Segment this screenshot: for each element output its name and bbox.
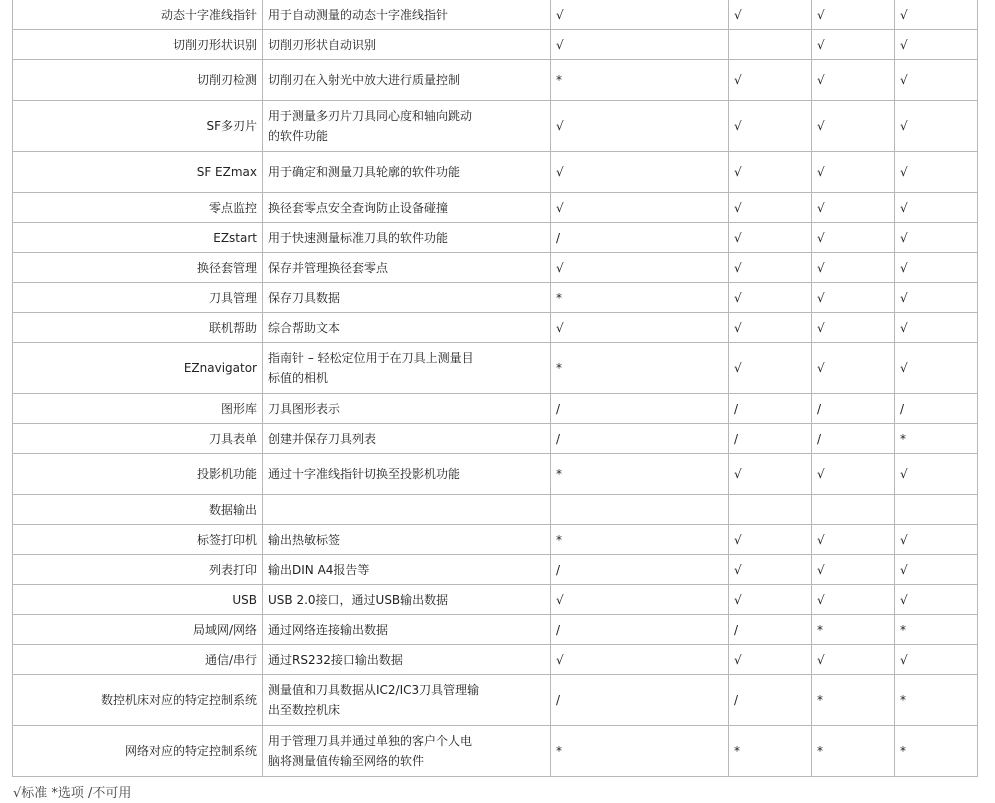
availability-mark-cell: √ [729, 193, 812, 223]
availability-mark-cell: * [895, 424, 978, 454]
table-row [13, 60, 978, 101]
feature-name-cell: 局域网/网络 [13, 615, 263, 645]
feature-name-cell: 动态十字准线指针 [13, 0, 263, 30]
feature-name-cell: 网络对应的特定控制系统 [13, 726, 263, 777]
table-row [13, 424, 978, 454]
table-row [13, 495, 978, 525]
feature-description-text: 用于管理刀具并通过单独的客户个人电脑将测量值传输至网络的软件 [268, 734, 473, 768]
availability-mark-cell: / [812, 424, 895, 454]
feature-name-cell: SF EZmax [13, 152, 263, 193]
feature-description-text: 测量值和刀具数据从IC2/IC3刀具管理输出至数控机床 [268, 683, 480, 717]
availability-mark-cell: √ [812, 645, 895, 675]
feature-description-cell [263, 675, 551, 726]
legend-text: √标准 *选项 /不可用 [13, 786, 132, 801]
feature-description-text: 创建并保存刀具列表 [268, 431, 377, 446]
availability-mark-cell: √ [895, 193, 978, 223]
availability-mark-cell: √ [551, 253, 729, 283]
availability-mark-cell: √ [895, 30, 978, 60]
availability-mark-cell: * [551, 454, 729, 495]
table-row [13, 645, 978, 675]
feature-description-cell [263, 726, 551, 777]
feature-description-text: 输出DIN A4报告等 [268, 562, 370, 577]
table-row [13, 283, 978, 313]
feature-description-cell [263, 60, 551, 101]
feature-description-cell [263, 495, 551, 525]
availability-mark-cell: / [551, 223, 729, 253]
table-row [13, 555, 978, 585]
availability-mark-cell: √ [812, 343, 895, 394]
feature-description-cell [263, 283, 551, 313]
availability-mark-cell: √ [895, 0, 978, 30]
feature-description-cell [263, 343, 551, 394]
availability-mark-cell: * [895, 675, 978, 726]
feature-name-cell: EZnavigator [13, 343, 263, 394]
table-row [13, 152, 978, 193]
availability-mark-cell: √ [812, 283, 895, 313]
availability-mark-cell: √ [812, 555, 895, 585]
availability-mark-cell: √ [895, 60, 978, 101]
availability-mark-cell: / [551, 615, 729, 645]
feature-name-cell: 数据输出 [13, 495, 263, 525]
availability-mark-cell: √ [812, 30, 895, 60]
feature-description-cell [263, 101, 551, 152]
availability-mark-cell: √ [812, 193, 895, 223]
feature-description-cell [263, 0, 551, 30]
availability-mark-cell [895, 495, 978, 525]
availability-mark-cell: √ [895, 223, 978, 253]
table-row [13, 726, 978, 777]
availability-mark-cell: √ [895, 313, 978, 343]
availability-mark-cell: √ [729, 555, 812, 585]
feature-description-text: 保存刀具数据 [268, 290, 341, 305]
availability-mark-cell: √ [551, 645, 729, 675]
availability-mark-cell: √ [895, 454, 978, 495]
feature-table [12, 0, 978, 777]
feature-name-cell: 图形库 [13, 394, 263, 424]
availability-mark-cell: / [895, 394, 978, 424]
availability-mark-cell: / [551, 394, 729, 424]
availability-mark-cell: √ [812, 223, 895, 253]
feature-description-cell [263, 454, 551, 495]
availability-mark-cell: √ [551, 0, 729, 30]
availability-mark-cell: √ [895, 101, 978, 152]
feature-description-cell [263, 193, 551, 223]
feature-description-text: 指南针 – 轻松定位用于在刀具上测量目标值的相机 [268, 351, 474, 385]
availability-mark-cell: / [551, 424, 729, 454]
availability-mark-cell: √ [812, 585, 895, 615]
availability-mark-cell: √ [812, 60, 895, 101]
feature-description-text: 刀具图形表示 [268, 401, 341, 416]
availability-mark-cell: √ [729, 152, 812, 193]
availability-mark-cell: √ [895, 343, 978, 394]
availability-mark-cell: √ [812, 525, 895, 555]
availability-mark-cell: √ [729, 60, 812, 101]
availability-mark-cell: √ [812, 0, 895, 30]
feature-description-cell [263, 424, 551, 454]
feature-description-text: 输出热敏标签 [268, 532, 341, 547]
availability-mark-cell: √ [729, 313, 812, 343]
feature-description-text: 通过十字准线指针切换至投影机功能 [268, 467, 461, 481]
table-row [13, 394, 978, 424]
availability-mark-cell: √ [551, 30, 729, 60]
feature-name-cell: 换径套管理 [13, 253, 263, 283]
availability-mark-cell: / [729, 615, 812, 645]
availability-mark-cell: √ [895, 253, 978, 283]
feature-name-cell: 标签打印机 [13, 525, 263, 555]
feature-description-text: 用于确定和测量刀具轮廓的软件功能 [268, 165, 461, 179]
table-row [13, 313, 978, 343]
feature-name-cell: 切削刃检测 [13, 60, 263, 101]
availability-mark-cell: * [729, 726, 812, 777]
feature-description-cell [263, 253, 551, 283]
feature-name-cell: 刀具管理 [13, 283, 263, 313]
availability-mark-cell: √ [895, 645, 978, 675]
feature-description-text: 切削刃在入射光中放大进行质量控制 [268, 73, 461, 87]
availability-mark-cell: √ [729, 253, 812, 283]
feature-description-cell [263, 555, 551, 585]
table-row [13, 101, 978, 152]
availability-mark-cell: √ [729, 0, 812, 30]
availability-mark-cell: √ [729, 525, 812, 555]
availability-mark-cell [551, 495, 729, 525]
availability-mark-cell: √ [551, 152, 729, 193]
availability-mark-cell: √ [812, 454, 895, 495]
availability-mark-cell: √ [895, 585, 978, 615]
availability-mark-cell: * [551, 726, 729, 777]
availability-mark-cell [729, 495, 812, 525]
feature-description-text: 用于快速测量标准刀具的软件功能 [268, 230, 449, 245]
availability-mark-cell: * [551, 60, 729, 101]
availability-mark-cell: / [812, 394, 895, 424]
availability-mark-cell: √ [895, 525, 978, 555]
feature-description-cell [263, 313, 551, 343]
availability-mark-cell: √ [729, 585, 812, 615]
table-row [13, 30, 978, 60]
availability-mark-cell: * [895, 615, 978, 645]
availability-mark-cell: √ [812, 313, 895, 343]
feature-description-text: USB 2.0接口，通过USB输出数据 [268, 592, 449, 607]
table-row [13, 193, 978, 223]
feature-description-cell [263, 615, 551, 645]
feature-name-cell: 零点监控 [13, 193, 263, 223]
feature-description-cell [263, 585, 551, 615]
availability-mark-cell [812, 495, 895, 525]
feature-name-cell: SF多刃片 [13, 101, 263, 152]
feature-description-text: 通过网络连接输出数据 [268, 622, 389, 637]
feature-description-text: 用于测量多刃片刀具同心度和轴向跳动的软件功能 [268, 109, 473, 143]
availability-mark-cell: √ [812, 152, 895, 193]
availability-mark-cell: / [729, 675, 812, 726]
availability-mark-cell: √ [729, 283, 812, 313]
table-row [13, 454, 978, 495]
feature-description-cell [263, 223, 551, 253]
availability-mark-cell: * [551, 283, 729, 313]
feature-name-cell: USB [13, 585, 263, 615]
availability-mark-cell: √ [895, 283, 978, 313]
feature-name-cell: EZstart [13, 223, 263, 253]
availability-mark-cell: / [729, 424, 812, 454]
availability-mark-cell: √ [812, 101, 895, 152]
feature-name-cell: 联机帮助 [13, 313, 263, 343]
feature-description-text: 切削刃形状自动识别 [268, 37, 377, 52]
availability-mark-cell: √ [551, 101, 729, 152]
feature-name-cell: 列表打印 [13, 555, 263, 585]
table-row [13, 615, 978, 645]
feature-name-cell: 切削刃形状识别 [13, 30, 263, 60]
availability-mark-cell: / [551, 555, 729, 585]
feature-description-cell [263, 394, 551, 424]
availability-mark-cell: / [729, 394, 812, 424]
feature-name-cell: 通信/串行 [13, 645, 263, 675]
feature-description-text: 综合帮助文本 [268, 320, 341, 335]
table-row [13, 0, 978, 30]
feature-description-cell [263, 645, 551, 675]
feature-name-cell: 投影机功能 [13, 454, 263, 495]
availability-mark-cell: √ [729, 454, 812, 495]
table-row [13, 253, 978, 283]
availability-mark-cell: * [812, 675, 895, 726]
availability-mark-cell: / [551, 675, 729, 726]
table-row [13, 343, 978, 394]
feature-name-cell: 数控机床对应的特定控制系统 [13, 675, 263, 726]
availability-mark-cell: √ [729, 223, 812, 253]
table-row [13, 585, 978, 615]
feature-description-cell [263, 152, 551, 193]
availability-mark-cell: √ [895, 555, 978, 585]
table-row [13, 525, 978, 555]
availability-mark-cell: √ [895, 152, 978, 193]
availability-mark-cell: * [551, 343, 729, 394]
availability-mark-cell: * [551, 525, 729, 555]
feature-description-text: 换径套零点安全查询防止设备碰撞 [268, 200, 449, 215]
availability-mark-cell: * [812, 726, 895, 777]
availability-mark-cell [729, 30, 812, 60]
availability-mark-cell: √ [812, 253, 895, 283]
table-row [13, 675, 978, 726]
feature-description-cell [263, 30, 551, 60]
availability-mark-cell: √ [729, 645, 812, 675]
availability-mark-cell: * [895, 726, 978, 777]
availability-mark-cell: √ [729, 343, 812, 394]
feature-description-text: 用于自动测量的动态十字准线指针 [268, 7, 449, 22]
feature-description-cell [263, 525, 551, 555]
feature-description-text: 保存并管理换径套零点 [268, 260, 389, 275]
availability-mark-cell: √ [729, 101, 812, 152]
feature-description-text: 通过RS232接口输出数据 [268, 652, 403, 667]
availability-mark-cell: * [812, 615, 895, 645]
availability-mark-cell: √ [551, 193, 729, 223]
availability-mark-cell: √ [551, 313, 729, 343]
feature-name-cell: 刀具表单 [13, 424, 263, 454]
availability-mark-cell: √ [551, 585, 729, 615]
table-row [13, 223, 978, 253]
table-body [13, 0, 978, 777]
